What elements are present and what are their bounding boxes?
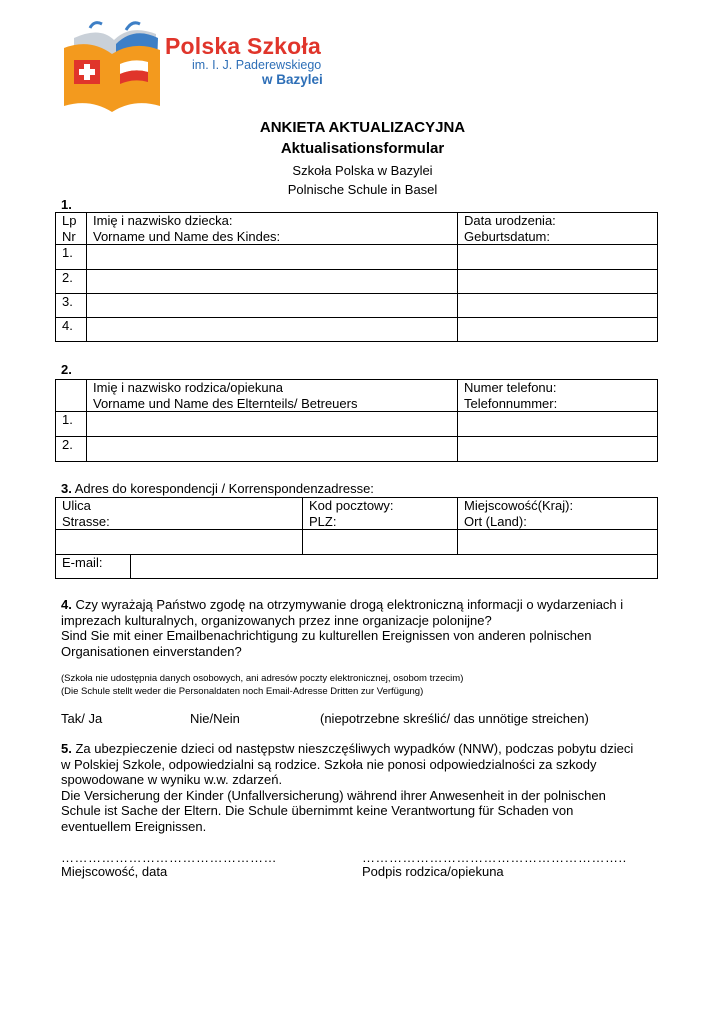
- section3-heading: 3. Adres do korespondencji / Korrenspondenzadresse:: [61, 481, 374, 496]
- row-number: 2.: [56, 270, 87, 294]
- form-title-de: Aktualisationsformular: [280, 140, 445, 157]
- phone-field[interactable]: [458, 437, 658, 462]
- table-row: [56, 555, 658, 579]
- child-name-field[interactable]: [87, 270, 458, 294]
- section4-text: 4. Czy wyrażają Państwo zgodę na otrzymywanie drogą elektroniczną informacji o wydarzeniach i imprezach kulturalnych, organizowanych przez inne organizacje polonijne? Sind Sie mit einer Emailbenachrichtigung zu kulturellen Ereignissen von anderen polnischen Organisationen einverstanden?: [61, 597, 624, 659]
- table-row: [56, 270, 658, 294]
- section2-number: 2.: [61, 362, 72, 377]
- child-name-field[interactable]: [87, 245, 458, 270]
- email-field[interactable]: [131, 555, 658, 579]
- row-number: 3.: [56, 294, 87, 318]
- signature-line[interactable]: …………………………………………………..: [362, 850, 627, 865]
- row-number: 2.: [56, 437, 87, 462]
- table-row: [56, 530, 658, 555]
- birth-date-field[interactable]: [458, 270, 658, 294]
- parent-signature-label: Podpis rodzica/opiekuna: [362, 864, 504, 879]
- col-street: Ulica Strasse:: [56, 498, 303, 530]
- table-row: [56, 437, 658, 462]
- logo-location: w Bazylei: [262, 72, 323, 87]
- section1-number: 1.: [61, 197, 72, 212]
- col-lp: Lp Nr: [56, 213, 87, 245]
- col-zip: Kod pocztowy: PLZ:: [303, 498, 458, 530]
- child-name-field[interactable]: [87, 294, 458, 318]
- table-header-row: [56, 380, 658, 412]
- table-row: [56, 412, 658, 437]
- street-field[interactable]: [56, 530, 303, 555]
- consent-yes-option[interactable]: Tak/ Ja: [61, 711, 103, 726]
- table-row: [56, 318, 658, 342]
- city-field[interactable]: [458, 530, 658, 555]
- row-number: 4.: [56, 318, 87, 342]
- place-date-label: Miejscowość, data: [61, 864, 168, 879]
- table-header-row: [56, 213, 658, 245]
- row-number: 1.: [56, 245, 87, 270]
- birth-date-field[interactable]: [458, 245, 658, 270]
- parent-name-field[interactable]: [87, 412, 458, 437]
- table-row: [56, 294, 658, 318]
- col-phone: Numer telefonu: Telefonnummer:: [458, 380, 658, 412]
- address-table: [55, 497, 658, 579]
- parent-name-field[interactable]: [87, 437, 458, 462]
- email-label: E-mail:: [56, 555, 131, 579]
- row-number: 1.: [56, 412, 87, 437]
- birth-date-field[interactable]: [458, 318, 658, 342]
- school-name-de: Polnische Schule in Basel: [287, 182, 438, 197]
- logo-subtitle: im. I. J. Paderewskiego: [192, 58, 322, 72]
- col-parent-name: Imię i nazwisko rodzica/opiekuna Vorname und Name des Elternteils/ Betreuers: [87, 380, 458, 412]
- col-child-name: Imię i nazwisko dziecka: Vorname und Name des Kindes:: [87, 213, 458, 245]
- parents-table: [55, 379, 658, 462]
- consent-no-option[interactable]: Nie/Nein: [190, 711, 240, 726]
- table-header-row: [56, 498, 658, 530]
- zip-field[interactable]: [303, 530, 458, 555]
- logo-title: Polska Szkoła: [165, 33, 322, 59]
- col-birth-date: Data urodzenia: Geburtsdatum:: [458, 213, 658, 245]
- place-date-line[interactable]: …………………………………………: [61, 850, 277, 865]
- children-table: [55, 212, 658, 342]
- consent-hint: (niepotrzebne skreślić/ das unnötige streichen): [320, 711, 589, 726]
- child-name-field[interactable]: [87, 318, 458, 342]
- table-row: [56, 245, 658, 270]
- form-title-pl: ANKIETA AKTUALIZACYJNA: [259, 119, 466, 136]
- polish-flag-icon: [120, 60, 148, 84]
- col-city: Miejscowość(Kraj): Ort (Land):: [458, 498, 658, 530]
- school-name-pl: Szkoła Polska w Bazylei: [292, 163, 433, 178]
- privacy-note: (Szkoła nie udostępnia danych osobowych, ani adresów poczty elektronicznej, osobom trzecim) (Die Schule stellt weder die Personaldaten noch Email-Adresse Dritten zur Verfügung): [61, 673, 464, 697]
- birth-date-field[interactable]: [458, 294, 658, 318]
- phone-field[interactable]: [458, 412, 658, 437]
- section5-text: 5. Za ubezpieczenie dzieci od następstw nieszczęśliwych wypadków (NNW), podczas pobytu dzieci w Polskiej Szkole, odpowiedzialni są rodzice. Szkoła nie ponosi odpowiedzialności za szkody spowodowane w wyniku w.w. zdarzeń. Die Versicherung der Kinder (Unfallversicherung) während ihrer Anwesenheit in der polnischen Schule ist Sache der Eltern. Die Schule übernimmt keine Verantwortung für Schaden von eventuellem Ereignissen.: [61, 741, 634, 834]
